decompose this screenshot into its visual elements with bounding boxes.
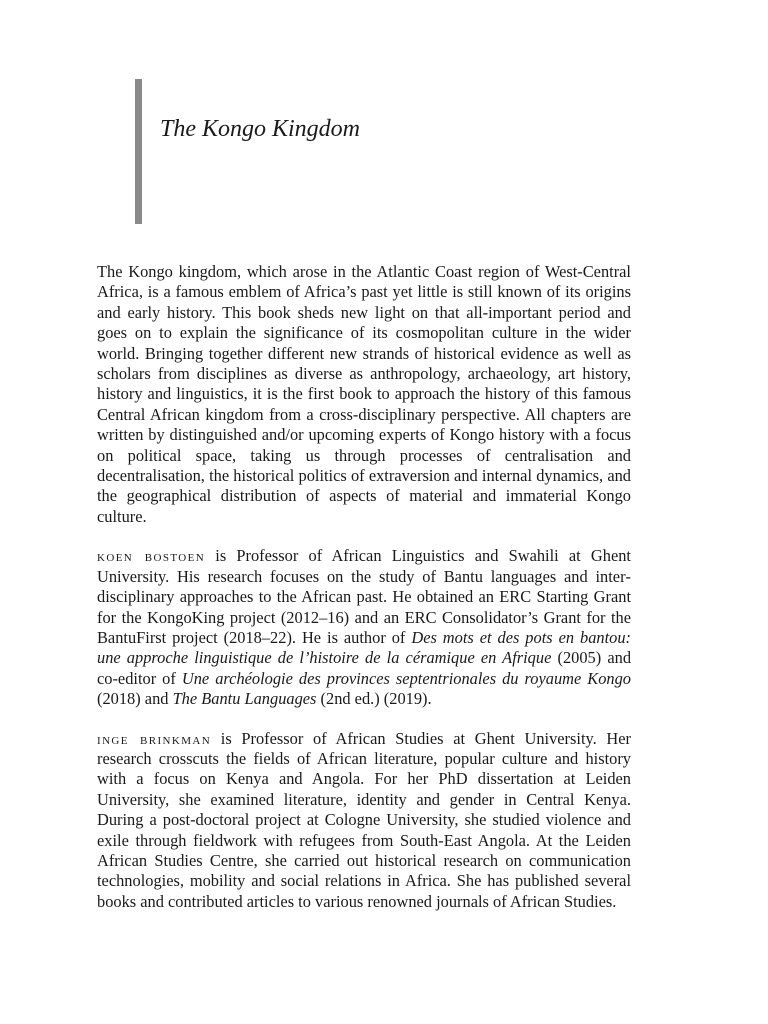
author-bio-bostoen [97, 546, 631, 709]
bio-text: (2nd ed.) (2019). [316, 689, 432, 709]
book-description: The Kongo kingdom, which arose in the Atlantic Coast region of West-Central Africa, is a famous emblem of Africa’s past yet little is still known of its origins and early history. This book sheds new light on that all-important period and goes on to explain the significance of its cosmopolitan culture in the wider world. Bringing together different new strands of historical evidence as well as scholars from disciplines as diverse as anthropology, archaeology, art history, history and linguistics, it is the first book to approach the history of this famous Central African kingdom from a cross-disciplinary perspective. All chapters are written by distinguished and/or upcoming experts of Kongo history with a focus on political space, taking us through processes of centralisation and decentralisation, the historical politics of extraversion and internal dynamics, and the geographical distribution of aspects of material and immaterial Kongo culture. [97, 262, 631, 526]
book-reference: The Bantu Languages [172, 689, 317, 709]
title-accent-bar [135, 79, 142, 224]
book-reference: Des mots et des pots en bantou: une approche linguistique de l’histoire de la céramique en Afrique [97, 627, 631, 668]
bio-text: (2018) and [97, 689, 173, 709]
bio-text: (2005) and co-editor of [97, 648, 632, 688]
author-bio-brinkman [97, 729, 631, 913]
book-reference: Une archéologie des provinces septentrionales du royaume Kongo [181, 668, 631, 688]
book-title: The Kongo Kingdom [160, 116, 361, 142]
bio-text: is Professor of African Studies at Ghent University. Her research crosscuts the fields of African literature, popular culture and history with a focus on Kenya and Angola. For her PhD dissertation at Leiden University, she examined literature, identity and gender in Central Kenya. During a post-doctoral project at Cologne University, she studied violence and exile through fieldwork with refugees from South-East Angola. At the Leiden African Studies Centre, she carried out historical research on communication technologies, mobility and social relations in Africa. She has published several books and contributed articles to various renowned journals of African Studies. [97, 728, 631, 911]
author-name-brinkman: inge brinkman [97, 728, 212, 748]
author-name-bostoen: koen bostoen [97, 546, 206, 566]
bio-text: is Professor of African Linguistics and Swahili at Ghent University. His research focuses on the study of Bantu languages and interdisciplinary approaches to the African past. He obtained an ERC Starting Grant for the KongoKing project (2012–16) and an ERC Consolidator’s Grant for the BantuFirst project (2018–22). He is author of [97, 546, 631, 647]
page-content [97, 262, 631, 931]
